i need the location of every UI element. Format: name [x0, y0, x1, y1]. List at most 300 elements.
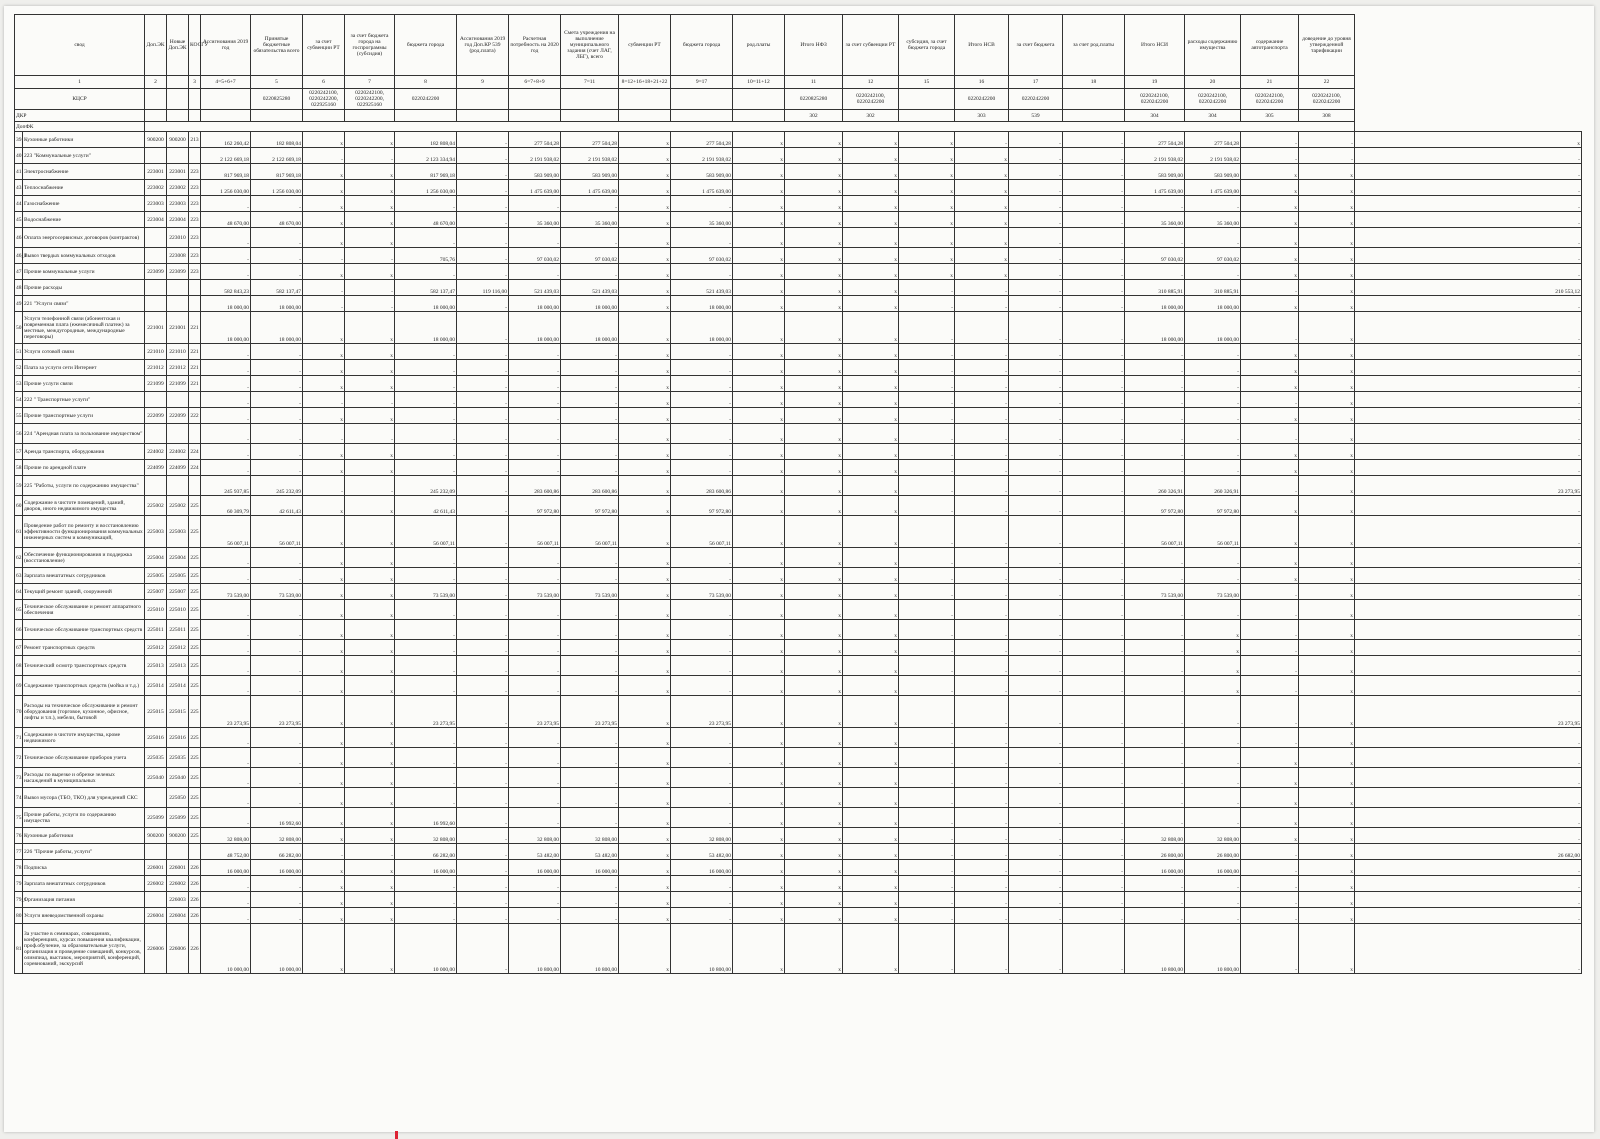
row-value: -: [1355, 444, 1582, 460]
row-value: -: [251, 676, 303, 696]
row-ek: [145, 148, 167, 164]
row-value: x: [1299, 360, 1355, 376]
row-value: x: [1241, 568, 1299, 584]
row-value: x: [303, 164, 345, 180]
row-value: x: [733, 548, 785, 568]
row-value: -: [1063, 212, 1125, 228]
row-number: 58: [15, 460, 23, 476]
row-value: -: [1009, 876, 1063, 892]
budget-table: [14, 14, 1582, 974]
row-value: -: [251, 196, 303, 212]
row-value: -: [561, 640, 619, 656]
table-row: [15, 460, 1582, 476]
row-kosgu: 223: [189, 180, 201, 196]
row-value: -: [671, 264, 733, 280]
row-name: Зарплата внештатных сотрудников: [23, 876, 145, 892]
dkr-code: 302: [785, 110, 843, 122]
row-value: 2 191 938,02: [561, 148, 619, 164]
header-col: расходы содержанию имущества: [1185, 15, 1241, 76]
row-value: -: [251, 548, 303, 568]
row-value: x: [1241, 408, 1299, 424]
row-value: 1 475 639,00: [561, 180, 619, 196]
row-value: x: [1241, 768, 1299, 788]
row-value: -: [509, 876, 561, 892]
row-value: -: [1009, 808, 1063, 828]
row-kosgu: 225: [189, 620, 201, 640]
row-value: x: [733, 600, 785, 620]
header-col: за счет род.платы: [1063, 15, 1125, 76]
row-value: 582 137,47: [395, 280, 457, 296]
row-new-ek: 225002: [167, 496, 189, 516]
row-value: -: [395, 376, 457, 392]
row-value: -: [1063, 728, 1125, 748]
row-value: x: [1299, 924, 1355, 974]
row-value: -: [345, 248, 395, 264]
row-value: x: [303, 264, 345, 280]
row-value: x: [1299, 196, 1355, 212]
row-value: -: [509, 908, 561, 924]
row-name: Прочие услуги связи: [23, 376, 145, 392]
row-value: -: [201, 392, 251, 408]
row-value: -: [1063, 620, 1125, 640]
row-value: x: [619, 280, 671, 296]
row-value: 16 000,00: [561, 860, 619, 876]
row-value: -: [1355, 748, 1582, 768]
row-value: x: [345, 696, 395, 728]
row-value: -: [1241, 280, 1299, 296]
row-value: -: [1009, 476, 1063, 496]
row-value: x: [843, 696, 899, 728]
row-value: 18 000,00: [201, 312, 251, 344]
row-value: x: [1299, 548, 1355, 568]
row-value: x: [303, 728, 345, 748]
row-value: -: [457, 444, 509, 460]
row-value: -: [899, 568, 955, 584]
row-value: -: [671, 748, 733, 768]
table-row: [15, 676, 1582, 696]
row-value: x: [785, 860, 843, 876]
header-col: бюджета города: [395, 15, 457, 76]
row-value: x: [1299, 808, 1355, 828]
row-value: x: [1299, 312, 1355, 344]
row-value: -: [955, 360, 1009, 376]
row-value: x: [1299, 728, 1355, 748]
row-value: -: [561, 768, 619, 788]
row-name: Кухонные работники: [23, 828, 145, 844]
row-value: -: [395, 748, 457, 768]
row-value: -: [201, 748, 251, 768]
row-value: -: [899, 788, 955, 808]
row-value: -: [345, 424, 395, 444]
row-value: -: [395, 548, 457, 568]
row-kosgu: 225: [189, 828, 201, 844]
row-ek: 225005: [145, 568, 167, 584]
row-value: -: [561, 444, 619, 460]
row-value: -: [1009, 696, 1063, 728]
column-number: 9: [457, 76, 509, 89]
kcsr-code: [1063, 89, 1125, 110]
row-value: -: [561, 344, 619, 360]
row-value: x: [785, 196, 843, 212]
dkr-code: 302: [843, 110, 899, 122]
row-value: x: [733, 768, 785, 788]
row-value: x: [843, 860, 899, 876]
row-value: x: [345, 676, 395, 696]
row-value: 283 600,86: [509, 476, 561, 496]
row-number: 64: [15, 584, 23, 600]
row-value: 182 808,04: [251, 132, 303, 148]
row-value: x: [303, 828, 345, 844]
row-kosgu: 225: [189, 808, 201, 828]
row-value: -: [509, 728, 561, 748]
row-value: -: [395, 640, 457, 656]
row-value: -: [1185, 548, 1241, 568]
row-value: -: [671, 460, 733, 476]
row-value: 10 800,00: [671, 924, 733, 974]
row-value: x: [345, 600, 395, 620]
table-row: [15, 860, 1582, 876]
row-value: x: [733, 656, 785, 676]
row-value: -: [1063, 360, 1125, 376]
row-value: x: [345, 408, 395, 424]
row-value: x: [899, 228, 955, 248]
table-row: [15, 344, 1582, 360]
row-value: x: [619, 568, 671, 584]
header-title: свод: [15, 15, 145, 76]
row-value: x: [785, 676, 843, 696]
row-new-ek: [167, 148, 189, 164]
row-value: x: [619, 212, 671, 228]
dkr-row: [15, 110, 1582, 122]
row-name: Прочие коммунальные услуги: [23, 264, 145, 280]
kcsr-code: 0220242100, 0220242200: [843, 89, 899, 110]
row-value: -: [201, 892, 251, 908]
row-value: 23 273,95: [201, 696, 251, 728]
kcsr-code: 0220242200: [1009, 89, 1063, 110]
row-value: x: [785, 808, 843, 828]
row-value: x: [303, 924, 345, 974]
row-value: -: [303, 280, 345, 296]
row-name: 221 "Услуги связи": [23, 296, 145, 312]
row-value: x: [619, 180, 671, 196]
row-value: 1 475 639,00: [509, 180, 561, 196]
row-value: -: [671, 548, 733, 568]
row-value: -: [1355, 656, 1582, 676]
header-col: за счет бюджета: [1009, 15, 1063, 76]
row-ek: 221001: [145, 312, 167, 344]
row-value: x: [619, 164, 671, 180]
row-value: -: [955, 748, 1009, 768]
table-row: [15, 496, 1582, 516]
table-row: [15, 228, 1582, 248]
row-value: -: [671, 424, 733, 444]
row-value: -: [509, 620, 561, 640]
row-value: -: [1241, 584, 1299, 600]
row-value: x: [785, 496, 843, 516]
row-value: -: [671, 676, 733, 696]
row-value: 23 273,95: [671, 696, 733, 728]
row-value: -: [395, 876, 457, 892]
row-value: x: [619, 460, 671, 476]
row-value: x: [785, 788, 843, 808]
row-value: 2 123 334,94: [395, 148, 457, 164]
row-value: x: [1185, 620, 1241, 640]
column-number-row: [15, 76, 1582, 89]
row-kosgu: 225: [189, 568, 201, 584]
row-value: -: [561, 376, 619, 392]
row-value: 2 191 938,02: [671, 148, 733, 164]
row-value: x: [1241, 548, 1299, 568]
row-value: x: [619, 728, 671, 748]
kcsr-code: 0220242100, 0220242200, 022925160: [303, 89, 345, 110]
row-value: x: [345, 312, 395, 344]
row-value: -: [955, 312, 1009, 344]
row-value: -: [201, 248, 251, 264]
row-value: x: [785, 728, 843, 748]
row-value: -: [395, 908, 457, 924]
dkr-code: [619, 110, 671, 122]
row-value: -: [899, 728, 955, 748]
row-value: x: [843, 844, 899, 860]
row-value: 210 553,12: [1355, 280, 1582, 296]
row-name: Расходы на техническое обслуживание и ремонт оборудования (торговое, кухонное, офисное, лифты и т.п.), мебели, бытовой: [23, 696, 145, 728]
row-value: -: [955, 676, 1009, 696]
row-value: -: [899, 768, 955, 788]
row-value: -: [955, 496, 1009, 516]
row-value: x: [1299, 696, 1355, 728]
row-value: -: [1125, 568, 1185, 584]
kcsr-code: [733, 89, 785, 110]
row-value: 73 539,00: [395, 584, 457, 600]
kcsr-code: [201, 89, 251, 110]
row-value: -: [457, 568, 509, 584]
row-value: x: [733, 584, 785, 600]
row-value: -: [395, 360, 457, 376]
row-value: x: [843, 656, 899, 676]
row-value: 277 504,28: [671, 132, 733, 148]
row-value: -: [899, 640, 955, 656]
row-value: x: [619, 444, 671, 460]
table-row: [15, 696, 1582, 728]
row-kosgu: 224: [189, 460, 201, 476]
row-value: -: [1009, 892, 1063, 908]
row-value: x: [1241, 228, 1299, 248]
header-col: Итого НСВ: [955, 15, 1009, 76]
row-value: x: [1299, 876, 1355, 892]
row-value: -: [1063, 496, 1125, 516]
row-new-ek: 223099: [167, 264, 189, 280]
row-value: 583 909,00: [561, 164, 619, 180]
row-value: 73 539,00: [671, 584, 733, 600]
row-name: 223 "Коммунальные услуги": [23, 148, 145, 164]
table-row: [15, 408, 1582, 424]
header-col: субвенции РТ: [619, 15, 671, 76]
row-value: x: [1241, 376, 1299, 392]
row-value: -: [955, 424, 1009, 444]
column-number: 17: [1009, 76, 1063, 89]
row-value: x: [843, 568, 899, 584]
row-value: -: [955, 620, 1009, 640]
row-value: x: [843, 476, 899, 496]
row-value: -: [251, 908, 303, 924]
row-kosgu: 225: [189, 640, 201, 656]
dkr-code: 303: [955, 110, 1009, 122]
row-value: x: [843, 408, 899, 424]
row-value: x: [619, 860, 671, 876]
row-value: x: [345, 228, 395, 248]
row-name: Кухонные работники: [23, 132, 145, 148]
row-number: 56: [15, 424, 23, 444]
row-new-ek: 225007: [167, 584, 189, 600]
row-value: -: [899, 676, 955, 696]
column-number: 1: [15, 76, 145, 89]
row-value: x: [345, 376, 395, 392]
row-value: x: [733, 392, 785, 408]
row-value: -: [561, 424, 619, 444]
row-value: -: [899, 828, 955, 844]
row-value: -: [1063, 640, 1125, 656]
row-value: x: [733, 696, 785, 728]
row-value: -: [1009, 788, 1063, 808]
row-name: Содержание транспортных средств (мойка и т.д.): [23, 676, 145, 696]
row-value: 35 360,00: [509, 212, 561, 228]
row-value: -: [395, 228, 457, 248]
row-value: 260 326,91: [1185, 476, 1241, 496]
row-value: x: [1299, 280, 1355, 296]
table-row: [15, 584, 1582, 600]
row-kosgu: 225: [189, 696, 201, 728]
row-value: -: [457, 516, 509, 548]
header-col: род.платы: [733, 15, 785, 76]
row-kosgu: [189, 280, 201, 296]
row-value: -: [1355, 892, 1582, 908]
row-value: x: [785, 248, 843, 264]
row-value: 245 232,09: [395, 476, 457, 496]
row-value: x: [345, 808, 395, 828]
row-value: -: [1355, 312, 1582, 344]
row-value: x: [619, 496, 671, 516]
kcsr-code: 0220242100, 0220242200: [1125, 89, 1185, 110]
row-kosgu: 226: [189, 924, 201, 974]
row-value: x: [899, 164, 955, 180]
row-value: -: [671, 444, 733, 460]
row-number: 81: [15, 924, 23, 974]
row-value: -: [1063, 860, 1125, 876]
row-value: -: [251, 656, 303, 676]
row-ek: 226002: [145, 876, 167, 892]
column-number: 11: [785, 76, 843, 89]
row-value: x: [733, 280, 785, 296]
row-value: -: [1009, 640, 1063, 656]
row-value: -: [457, 860, 509, 876]
row-kosgu: [189, 392, 201, 408]
row-value: -: [457, 296, 509, 312]
table-row: [15, 748, 1582, 768]
row-value: 60 309,79: [201, 496, 251, 516]
header-col: доведение до уровня утвержденной тарификации: [1299, 15, 1355, 76]
row-value: x: [733, 908, 785, 924]
row-value: x: [785, 696, 843, 728]
row-value: 1 256 030,00: [251, 180, 303, 196]
row-value: -: [457, 164, 509, 180]
row-value: -: [1241, 892, 1299, 908]
row-value: x: [785, 584, 843, 600]
row-value: -: [201, 460, 251, 476]
row-value: -: [457, 376, 509, 392]
row-number: 45: [15, 212, 23, 228]
row-value: -: [509, 748, 561, 768]
row-value: x: [733, 460, 785, 476]
row-kosgu: 226: [189, 860, 201, 876]
row-value: -: [201, 360, 251, 376]
row-value: 583 909,00: [671, 164, 733, 180]
row-name: Техническое обслуживание приборов учета: [23, 748, 145, 768]
row-value: x: [619, 640, 671, 656]
header-col: субсидия, за счет бюджета города: [899, 15, 955, 76]
header-col: бюджета города: [671, 15, 733, 76]
row-value: -: [1355, 768, 1582, 788]
row-value: -: [1125, 748, 1185, 768]
row-value: 23 273,95: [1355, 696, 1582, 728]
row-new-ek: 221099: [167, 376, 189, 392]
row-kosgu: 226: [189, 908, 201, 924]
row-value: -: [251, 876, 303, 892]
row-number: 80: [15, 908, 23, 924]
row-value: -: [1063, 656, 1125, 676]
row-value: x: [303, 344, 345, 360]
row-value: x: [899, 212, 955, 228]
row-value: -: [561, 360, 619, 376]
row-value: -: [955, 656, 1009, 676]
row-value: -: [457, 228, 509, 248]
row-value: -: [509, 376, 561, 392]
row-value: -: [1185, 788, 1241, 808]
row-value: x: [1241, 444, 1299, 460]
row-value: x: [619, 600, 671, 620]
row-value: x: [785, 748, 843, 768]
row-number: 78: [15, 860, 23, 876]
row-value: -: [251, 408, 303, 424]
row-value: x: [1241, 164, 1299, 180]
row-value: x: [843, 280, 899, 296]
row-value: -: [671, 360, 733, 376]
row-value: -: [671, 196, 733, 212]
kcsr-code: [619, 89, 671, 110]
row-value: -: [1185, 344, 1241, 360]
row-name: Текущий ремонт зданий, сооружений: [23, 584, 145, 600]
table-row: [15, 908, 1582, 924]
row-value: -: [1355, 496, 1582, 516]
row-value: x: [619, 516, 671, 548]
row-value: -: [1241, 148, 1299, 164]
row-value: x: [843, 164, 899, 180]
column-number: 12: [843, 76, 899, 89]
row-value: -: [955, 280, 1009, 296]
row-value: x: [1299, 392, 1355, 408]
row-value: 26 682,00: [1355, 844, 1582, 860]
row-value: -: [457, 248, 509, 264]
row-new-ek: 221010: [167, 344, 189, 360]
row-value: 18 000,00: [1125, 312, 1185, 344]
row-value: -: [899, 748, 955, 768]
row-value: -: [1063, 676, 1125, 696]
row-value: -: [955, 516, 1009, 548]
row-value: -: [251, 768, 303, 788]
row-value: -: [1185, 768, 1241, 788]
row-value: x: [785, 516, 843, 548]
row-value: x: [619, 924, 671, 974]
row-value: -: [251, 600, 303, 620]
